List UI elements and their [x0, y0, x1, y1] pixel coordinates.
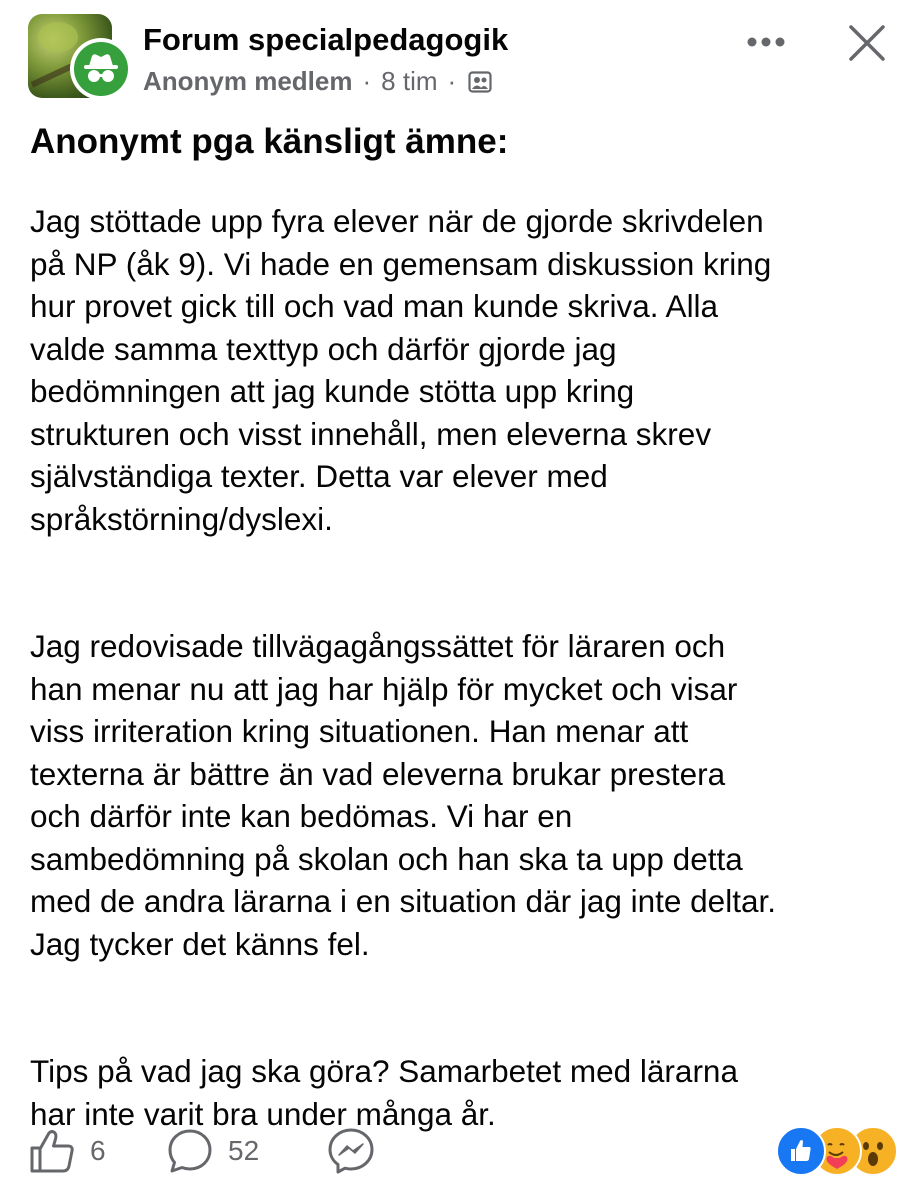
post-body: [30, 200, 910, 1135]
meta-separator: ·: [447, 66, 457, 96]
post-title: Anonymt pga känsligt ämne:: [30, 122, 509, 161]
group-avatar-foliage: [38, 22, 78, 52]
meta-separator: ·: [362, 66, 372, 96]
like-reaction-icon: [776, 1126, 826, 1176]
comment-bubble-icon: [166, 1127, 214, 1175]
post-paragraph: Tips på vad jag ska göra? Samarbetet med lärarna har inte varit bra under många år.: [30, 1053, 738, 1132]
like-button[interactable]: [28, 1120, 106, 1182]
messenger-icon: [326, 1126, 376, 1176]
send-messenger-button[interactable]: [326, 1120, 376, 1182]
comment-button[interactable]: [166, 1120, 259, 1182]
reactions-summary[interactable]: [776, 1126, 896, 1176]
anonymous-member-avatar: [70, 38, 132, 100]
post-header: [0, 0, 921, 110]
author-name: Anonym medlem: [143, 66, 353, 96]
more-options-icon: [744, 24, 788, 60]
group-name-link[interactable]: Forum specialpedagogik: [143, 22, 509, 57]
post-paragraph: Jag redovisade tillvägagångssättet för läraren och han menar nu att jag har hjälp för mycket och visar viss irriteration kring situationen. Han menar att texterna är bättre än vad eleverna brukar prestera och därför inte kan bedömas. Vi har en sambedömning på skolan och han ska ta upp detta med de andra lärarna i en situation där jag inte deltar. Jag tycker det känns fel.: [30, 628, 776, 962]
group-members-icon: [468, 70, 492, 94]
more-options-button[interactable]: [744, 24, 788, 60]
anonymous-icon: [74, 42, 128, 96]
post-meta: [143, 66, 492, 97]
like-thumb-icon: [28, 1127, 76, 1175]
post-paragraph: Jag stöttade upp fyra elever när de gjorde skrivdelen på NP (åk 9). Vi hade en gemensam diskussion kring hur provet gick till och vad man kunde skriva. Alla valde samma texttyp och därför gjorde jag bedömningen att jag kunde stötta upp kring strukturen och visst innehåll, men eleverna skrev självständiga texter. Detta var elever med språkstörning/dyslexi.: [30, 203, 772, 537]
close-icon: [846, 22, 888, 64]
comment-count: 52: [228, 1135, 260, 1166]
like-count: 6: [90, 1135, 106, 1166]
close-button[interactable]: [846, 22, 888, 64]
post-time-link[interactable]: 8 tim: [381, 66, 438, 96]
